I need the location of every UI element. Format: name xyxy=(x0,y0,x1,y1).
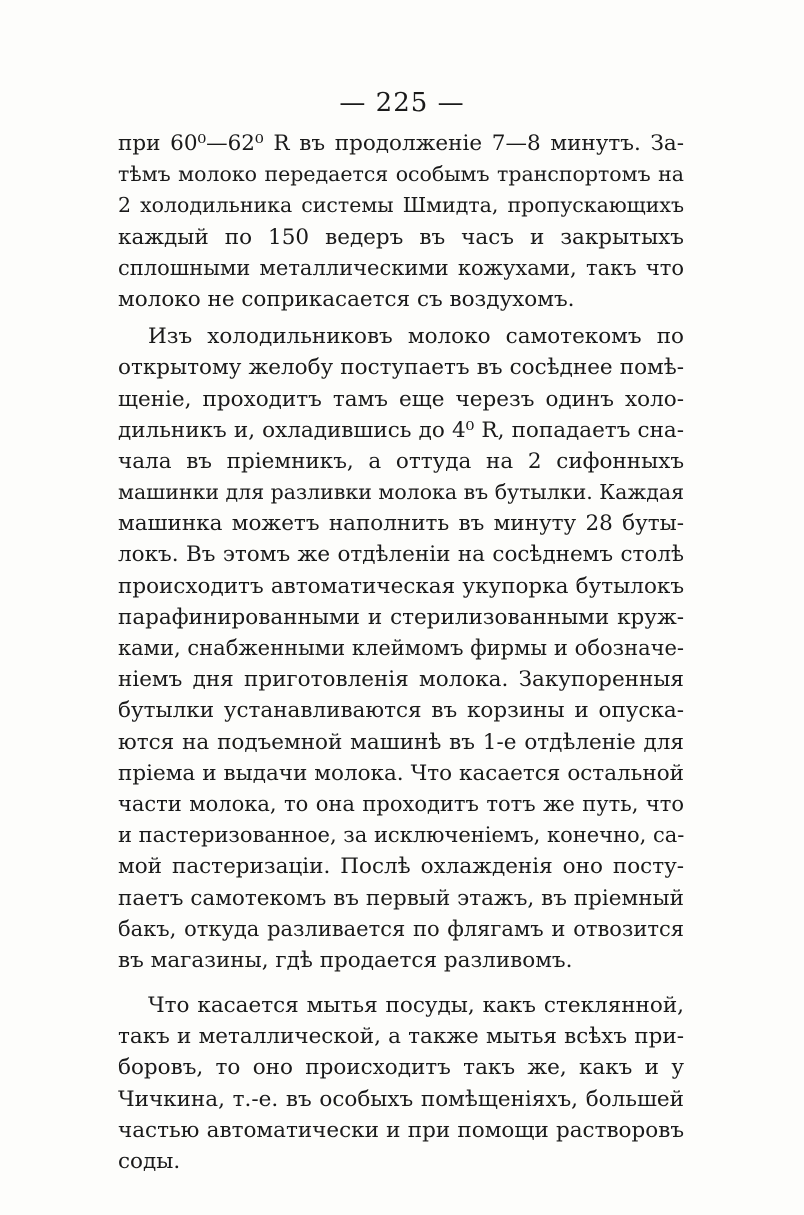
text-line: сплошными металлическими кожухами, такъ что xyxy=(118,255,684,280)
text-line: машинка можетъ наполнить въ минуту 28 буты- xyxy=(118,511,684,537)
page-number: — 225 — xyxy=(339,88,465,118)
paragraph-1 xyxy=(118,128,684,315)
text-line: тѣмъ молоко передается особымъ транспортомъ на xyxy=(118,162,684,187)
text-line: ются на подъемной машинѣ въ 1-е отдѣленіе для xyxy=(118,729,684,755)
text-line: ками, снабженными клеймомъ фирмы и обозначе- xyxy=(118,636,684,660)
text-line: локъ. Въ этомъ же отдѣленіи на сосѣднемъ столѣ xyxy=(118,542,684,568)
text-line: щеніе, проходитъ тамъ еще черезъ одинъ холо- xyxy=(118,386,684,412)
text-line: дильникъ и, охладившись до 4⁰ R, попадаетъ сна- xyxy=(118,417,684,443)
text-line: и пастеризованное, за исключеніемъ, конечно, са- xyxy=(118,823,685,848)
text-line: пріема и выдачи молока. Что касается остальной xyxy=(118,760,684,786)
text-line: ніемъ дня приготовленія молока. Закупоренныя xyxy=(118,667,684,693)
text-line: боровъ, то оно происходитъ такъ же, какъ и у xyxy=(118,1055,684,1081)
text-line: при 60⁰—62⁰ R въ продолженіе 7—8 минутъ. За- xyxy=(118,131,684,156)
text-line: части молока, то она проходитъ тотъ же путь, что xyxy=(118,791,684,816)
paragraph-spacer xyxy=(118,976,684,990)
text-line: такъ и металлической, а также мытья всѣхъ при- xyxy=(118,1024,684,1050)
text-line: бутылки устанавливаются въ корзины и опуска- xyxy=(118,698,684,724)
text-line: паетъ самотекомъ въ первый этажъ, въ пріемный xyxy=(118,885,684,911)
text-line: Изъ холодильниковъ молоко самотекомъ по xyxy=(148,324,684,350)
text-line: Чичкина, т.-е. въ особыхъ помѣщеніяхъ, большей xyxy=(118,1086,684,1112)
paragraph-3 xyxy=(118,990,684,1177)
text-line: парафинированными и стерилизованными круж- xyxy=(118,604,684,630)
text-line: частью автоматически и при помощи растворовъ xyxy=(118,1117,684,1143)
text-line: происходитъ автоматическая укупорка бутылокъ xyxy=(118,573,684,599)
text-line: чала въ пріемникъ, а оттуда на 2 сифонныхъ xyxy=(118,448,684,474)
text-line: открытому желобу поступаетъ въ сосѣднее помѣ- xyxy=(118,355,684,381)
text-line: въ магазины, гдѣ продается разливомъ. xyxy=(118,947,573,973)
text-line: машинки для разливки молока въ бутылки. Каждая xyxy=(118,480,685,505)
text-line: 2 холодильника системы Шмидта, пропускающихъ xyxy=(118,193,684,218)
text-line: бакъ, откуда разливается по флягамъ и отвозится xyxy=(118,916,684,941)
body-text xyxy=(118,128,684,1177)
text-line: Что касается мытья посуды, какъ стеклянной, xyxy=(148,993,684,1019)
text-line: молоко не соприкасается съ воздухомъ. xyxy=(118,286,575,312)
text-line: соды. xyxy=(118,1149,181,1174)
text-line: каждый по 150 ведеръ въ часъ и закрытыхъ xyxy=(118,224,684,250)
paragraph-2 xyxy=(118,321,684,976)
text-line: мой пастеризаціи. Послѣ охлажденія оно посту- xyxy=(118,854,684,880)
